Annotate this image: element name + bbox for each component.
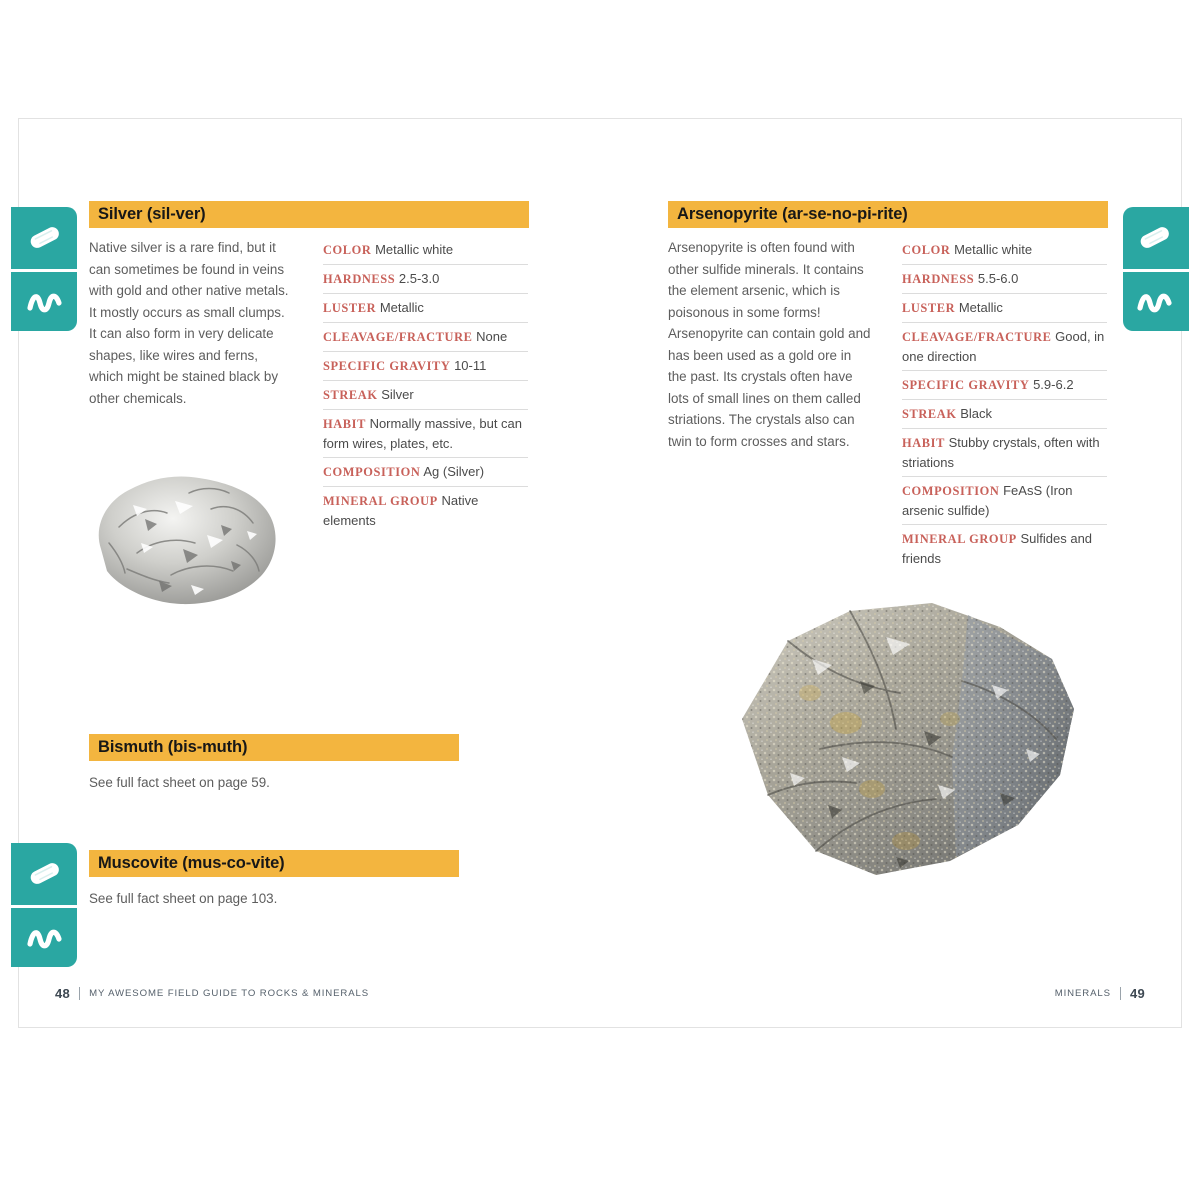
fact-label: COMPOSITION bbox=[902, 484, 1000, 498]
fact-label: HABIT bbox=[323, 417, 366, 431]
fact-label: STREAK bbox=[323, 388, 378, 402]
edge-tab-squiggle[interactable] bbox=[11, 269, 77, 331]
edge-tab-group-upper-right[interactable] bbox=[1123, 207, 1189, 331]
squiggle-icon bbox=[1135, 286, 1175, 320]
edge-tab-group-lower-left[interactable] bbox=[11, 843, 77, 967]
entry-title-banner-silver bbox=[89, 201, 529, 228]
footer-divider bbox=[1120, 987, 1121, 1000]
footer-right bbox=[1055, 986, 1145, 1001]
entry-title-muscovite: Muscovite (mus-co-vite) bbox=[98, 854, 285, 872]
entry-description-silver: Native silver is a rare find, but it can sometimes be found in veins with gold and other native metals. It mostly occurs as small clumps. It can also form in very delicate shapes, like wires and ferns, which might be stained black by other chemicals. bbox=[89, 240, 289, 406]
crystal-bar-icon bbox=[25, 857, 65, 891]
arsenopyrite-specimen-photo bbox=[700, 589, 1100, 889]
fact-row bbox=[902, 525, 1107, 572]
squiggle-icon bbox=[25, 286, 65, 320]
fact-label: LUSTER bbox=[902, 301, 956, 315]
fact-row bbox=[323, 410, 528, 458]
fact-sheet-arsenopyrite bbox=[902, 236, 1107, 572]
fact-label: HARDNESS bbox=[902, 272, 975, 286]
fact-row bbox=[323, 381, 528, 410]
fact-label: STREAK bbox=[902, 407, 957, 421]
edge-tab-squiggle[interactable] bbox=[11, 905, 77, 967]
fact-label: CLEAVAGE/FRACTURE bbox=[323, 330, 473, 344]
edge-tab-crystal[interactable] bbox=[1123, 207, 1189, 269]
entry-title-arsenopyrite: Arsenopyrite (ar-se-no-pi-rite) bbox=[677, 205, 908, 223]
entry-title-banner-arsenopyrite bbox=[668, 201, 1108, 228]
fact-row bbox=[323, 458, 528, 487]
footer-divider bbox=[79, 987, 80, 1000]
fact-value: Sulfides and friends bbox=[902, 531, 1093, 566]
entry-xref-muscovite: See full fact sheet on page 103. bbox=[89, 891, 278, 906]
fact-label: SPECIFIC GRAVITY bbox=[902, 378, 1030, 392]
fact-value: Metallic bbox=[379, 300, 424, 315]
entry-title-banner-muscovite bbox=[89, 850, 459, 877]
fact-row bbox=[902, 371, 1107, 400]
fact-value: Silver bbox=[381, 387, 414, 402]
fact-label: MINERAL GROUP bbox=[323, 494, 438, 508]
fact-row bbox=[902, 323, 1107, 371]
fact-label: COLOR bbox=[323, 243, 372, 257]
fact-label: COLOR bbox=[902, 243, 951, 257]
running-head: MY AWESOME FIELD GUIDE TO ROCKS & MINERALS bbox=[89, 988, 370, 999]
fact-row bbox=[323, 236, 528, 265]
right-page bbox=[600, 119, 1181, 1027]
fact-value: None bbox=[476, 329, 508, 344]
fact-value: Metallic bbox=[958, 300, 1003, 315]
fact-value: 5.9-6.2 bbox=[1033, 377, 1074, 392]
fact-row bbox=[902, 265, 1107, 294]
fact-value: FeAsS (Iron arsenic sulfide) bbox=[902, 483, 1073, 518]
entry-title-silver: Silver (sil-ver) bbox=[98, 205, 206, 223]
fact-label: SPECIFIC GRAVITY bbox=[323, 359, 451, 373]
fact-label: COMPOSITION bbox=[323, 465, 421, 479]
fact-value: 10-11 bbox=[454, 358, 487, 373]
fact-label: CLEAVAGE/FRACTURE bbox=[902, 330, 1052, 344]
squiggle-icon bbox=[25, 922, 65, 956]
fact-row bbox=[902, 236, 1107, 265]
left-page bbox=[19, 119, 600, 1027]
fact-label: HABIT bbox=[902, 436, 945, 450]
fact-row bbox=[902, 400, 1107, 429]
entry-description-arsenopyrite: Arsenopyrite is often found with other sulfide minerals. It contains the element arsenic, which is poisonous in some forms! Arsenopyrite can contain gold and has been used as a gold ore in the past. Its crystals often have lots of small lines on them called striations. The crystals also can twin to form crosses and stars. bbox=[668, 240, 871, 449]
fact-row bbox=[323, 265, 528, 294]
silver-nugget-photo bbox=[71, 457, 301, 617]
fact-value: Normally massive, but can form wires, plates, etc. bbox=[323, 416, 523, 451]
running-head: MINERALS bbox=[1054, 988, 1111, 999]
fact-value: 2.5-3.0 bbox=[398, 271, 440, 286]
fact-row bbox=[902, 429, 1107, 477]
edge-tab-squiggle[interactable] bbox=[1123, 269, 1189, 331]
fact-value: Native elements bbox=[323, 493, 479, 528]
fact-value: 5.5-6.0 bbox=[977, 271, 1019, 286]
fact-value: Metallic white bbox=[954, 242, 1033, 257]
footer-left bbox=[55, 986, 369, 1001]
fact-label: LUSTER bbox=[323, 301, 377, 315]
edge-tab-group-upper-left[interactable] bbox=[11, 207, 77, 331]
entry-xref-bismuth: See full fact sheet on page 59. bbox=[89, 775, 270, 790]
fact-row bbox=[323, 294, 528, 323]
entry-title-banner-bismuth bbox=[89, 734, 459, 761]
page-number: 48 bbox=[55, 986, 71, 1001]
fact-value: Metallic white bbox=[375, 242, 454, 257]
fact-value: Ag (Silver) bbox=[423, 464, 485, 479]
crystal-bar-icon bbox=[25, 221, 65, 255]
page-number: 49 bbox=[1129, 986, 1145, 1001]
fact-value: Stubby crystals, often with striations bbox=[902, 435, 1100, 470]
fact-value: Good, in one direction bbox=[902, 329, 1105, 364]
fact-value: Black bbox=[960, 406, 992, 421]
fact-row bbox=[323, 487, 528, 534]
edge-tab-crystal[interactable] bbox=[11, 207, 77, 269]
fact-row bbox=[902, 294, 1107, 323]
entry-title-bismuth: Bismuth (bis-muth) bbox=[98, 738, 248, 756]
book-page-spread bbox=[18, 118, 1182, 1028]
fact-row bbox=[323, 323, 528, 352]
fact-row bbox=[902, 477, 1107, 525]
fact-label: HARDNESS bbox=[323, 272, 396, 286]
fact-sheet-silver bbox=[323, 236, 528, 534]
crystal-bar-icon bbox=[1135, 221, 1175, 255]
fact-label: MINERAL GROUP bbox=[902, 532, 1017, 546]
fact-row bbox=[323, 352, 528, 381]
edge-tab-crystal[interactable] bbox=[11, 843, 77, 905]
